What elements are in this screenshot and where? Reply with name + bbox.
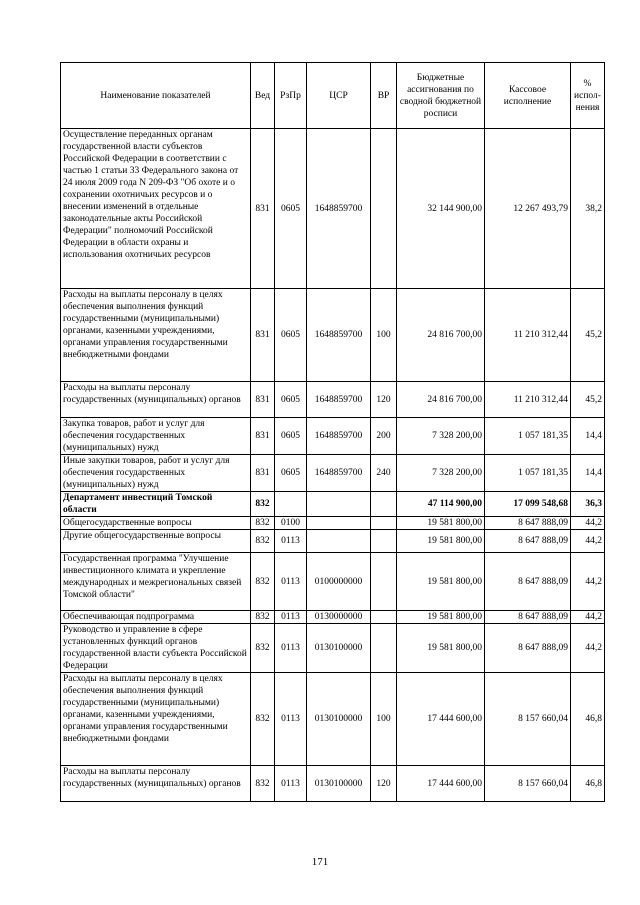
cell-pct: 44,2 bbox=[571, 624, 605, 673]
cell-rzpr: 0113 bbox=[275, 624, 307, 673]
cell-rzpr: 0605 bbox=[275, 289, 307, 382]
cell-vr bbox=[371, 530, 397, 553]
cell-pct: 46,8 bbox=[571, 673, 605, 766]
cell-rzpr: 0605 bbox=[275, 418, 307, 455]
budget-execution-table bbox=[60, 62, 605, 802]
cell-name: Общегосударственные вопросы bbox=[61, 517, 251, 530]
header-cash: Кассовое исполнение bbox=[485, 63, 571, 129]
cell-budget: 24 816 700,00 bbox=[397, 382, 485, 418]
cell-budget: 19 581 800,00 bbox=[397, 553, 485, 611]
cell-budget: 24 816 700,00 bbox=[397, 289, 485, 382]
header-rzpr: РзПр bbox=[275, 63, 307, 129]
cell-pct: 46,8 bbox=[571, 766, 605, 802]
cell-pct: 14,4 bbox=[571, 418, 605, 455]
cell-csr: 1648859700 bbox=[307, 455, 371, 492]
table-row bbox=[61, 517, 605, 530]
cell-budget: 47 114 900,00 bbox=[397, 492, 485, 517]
table-row bbox=[61, 129, 605, 289]
cell-vr bbox=[371, 492, 397, 517]
cell-ved: 832 bbox=[251, 624, 275, 673]
cell-vr: 120 bbox=[371, 382, 397, 418]
cell-ved: 831 bbox=[251, 455, 275, 492]
cell-cash: 11 210 312,44 bbox=[485, 382, 571, 418]
cell-cash: 17 099 548,68 bbox=[485, 492, 571, 517]
cell-vr bbox=[371, 129, 397, 289]
cell-budget: 19 581 800,00 bbox=[397, 530, 485, 553]
cell-csr: 1648859700 bbox=[307, 382, 371, 418]
cell-rzpr: 0605 bbox=[275, 382, 307, 418]
cell-ved: 831 bbox=[251, 129, 275, 289]
table-row bbox=[61, 455, 605, 492]
cell-cash: 8 647 888,09 bbox=[485, 611, 571, 624]
cell-pct: 44,2 bbox=[571, 553, 605, 611]
cell-name: Обеспечивающая подпрограмма bbox=[61, 611, 251, 624]
table-row bbox=[61, 530, 605, 553]
cell-budget: 17 444 600,00 bbox=[397, 673, 485, 766]
cell-pct: 44,2 bbox=[571, 530, 605, 553]
cell-ved: 832 bbox=[251, 611, 275, 624]
cell-name: Иные закупки товаров, работ и услуг для обеспечения государственных (муниципальных) нужд bbox=[61, 455, 251, 492]
cell-name: Расходы на выплаты персоналу в целях обеспечения выполнения функций государственными (муниципальными) органами, казенными учреждениями, органами управления государственными внебюджетными фондами bbox=[61, 289, 251, 382]
cell-rzpr: 0113 bbox=[275, 611, 307, 624]
table-row bbox=[61, 553, 605, 611]
cell-name: Другие общегосударственные вопросы bbox=[61, 530, 251, 553]
cell-csr: 1648859700 bbox=[307, 289, 371, 382]
cell-csr: 0130100000 bbox=[307, 624, 371, 673]
table-row bbox=[61, 382, 605, 418]
table-header-row bbox=[61, 63, 605, 129]
header-vr: ВР bbox=[371, 63, 397, 129]
cell-ved: 831 bbox=[251, 418, 275, 455]
cell-name: Осуществление переданных органам государственной власти субъектов Российской Федерации в соответствии с частью 1 статьи 33 Федерального закона от 24 июля 2009 года N 209-ФЗ "Об охоте и о сохранении охотничьих ресурсов и о внесении изменений в отдельные законодательные акты Российской Федерации" полномочий Российской Федерации в области охраны и использования охотничьих ресурсов bbox=[61, 129, 251, 289]
cell-csr: 0130100000 bbox=[307, 673, 371, 766]
table-row bbox=[61, 766, 605, 802]
cell-pct: 44,2 bbox=[571, 611, 605, 624]
cell-cash: 8 647 888,09 bbox=[485, 517, 571, 530]
cell-vr bbox=[371, 624, 397, 673]
cell-pct: 45,2 bbox=[571, 382, 605, 418]
cell-csr bbox=[307, 530, 371, 553]
cell-ved: 832 bbox=[251, 530, 275, 553]
cell-ved: 832 bbox=[251, 517, 275, 530]
cell-cash: 8 647 888,09 bbox=[485, 553, 571, 611]
cell-name: Департамент инвестиций Томской области bbox=[61, 492, 251, 517]
cell-ved: 832 bbox=[251, 673, 275, 766]
cell-cash: 12 267 493,79 bbox=[485, 129, 571, 289]
cell-csr: 1648859700 bbox=[307, 129, 371, 289]
header-pct: % испол-нения bbox=[571, 63, 605, 129]
cell-ved: 831 bbox=[251, 382, 275, 418]
table-row bbox=[61, 492, 605, 517]
cell-budget: 7 328 200,00 bbox=[397, 418, 485, 455]
cell-ved: 831 bbox=[251, 289, 275, 382]
cell-name: Государственная программа "Улучшение инвестиционного климата и укрепление международных и межрегиональных связей Томской области" bbox=[61, 553, 251, 611]
cell-rzpr: 0113 bbox=[275, 553, 307, 611]
table-row bbox=[61, 624, 605, 673]
cell-vr: 100 bbox=[371, 673, 397, 766]
cell-name: Расходы на выплаты персоналу государственных (муниципальных) органов bbox=[61, 382, 251, 418]
cell-vr bbox=[371, 553, 397, 611]
cell-pct: 36,3 bbox=[571, 492, 605, 517]
cell-csr: 1648859700 bbox=[307, 418, 371, 455]
page-number: 171 bbox=[311, 856, 329, 868]
cell-budget: 17 444 600,00 bbox=[397, 766, 485, 802]
cell-cash: 1 057 181,35 bbox=[485, 455, 571, 492]
cell-cash: 8 647 888,09 bbox=[485, 530, 571, 553]
table-row bbox=[61, 418, 605, 455]
cell-csr: 0100000000 bbox=[307, 553, 371, 611]
cell-vr bbox=[371, 611, 397, 624]
table-row bbox=[61, 289, 605, 382]
cell-rzpr: 0113 bbox=[275, 766, 307, 802]
cell-csr bbox=[307, 517, 371, 530]
cell-name: Руководство и управление в сфере установленных функций органов государственной власти субъекта Российской Федерации bbox=[61, 624, 251, 673]
cell-cash: 8 647 888,09 bbox=[485, 624, 571, 673]
cell-budget: 19 581 800,00 bbox=[397, 624, 485, 673]
cell-rzpr: 0605 bbox=[275, 129, 307, 289]
cell-rzpr: 0100 bbox=[275, 517, 307, 530]
cell-pct: 14,4 bbox=[571, 455, 605, 492]
cell-vr: 240 bbox=[371, 455, 397, 492]
cell-pct: 44,2 bbox=[571, 517, 605, 530]
header-ved: Вед bbox=[251, 63, 275, 129]
cell-rzpr: 0113 bbox=[275, 530, 307, 553]
cell-vr: 200 bbox=[371, 418, 397, 455]
table-row bbox=[61, 611, 605, 624]
cell-pct: 38,2 bbox=[571, 129, 605, 289]
cell-vr bbox=[371, 517, 397, 530]
cell-name: Расходы на выплаты персоналу государственных (муниципальных) органов bbox=[61, 766, 251, 802]
cell-budget: 19 581 800,00 bbox=[397, 517, 485, 530]
table-body bbox=[61, 129, 605, 802]
cell-budget: 32 144 900,00 bbox=[397, 129, 485, 289]
cell-name: Расходы на выплаты персоналу в целях обеспечения выполнения функций государственными (муниципальными) органами, казенными учреждениями, органами управления государственными внебюджетными фондами bbox=[61, 673, 251, 766]
cell-cash: 8 157 660,04 bbox=[485, 766, 571, 802]
cell-budget: 19 581 800,00 bbox=[397, 611, 485, 624]
cell-ved: 832 bbox=[251, 766, 275, 802]
cell-cash: 1 057 181,35 bbox=[485, 418, 571, 455]
cell-budget: 7 328 200,00 bbox=[397, 455, 485, 492]
cell-cash: 11 210 312,44 bbox=[485, 289, 571, 382]
cell-rzpr: 0113 bbox=[275, 673, 307, 766]
cell-cash: 8 157 660,04 bbox=[485, 673, 571, 766]
header-budget: Бюджетные ассигнования по сводной бюджетной росписи bbox=[397, 63, 485, 129]
cell-csr: 0130100000 bbox=[307, 766, 371, 802]
cell-rzpr: 0605 bbox=[275, 455, 307, 492]
cell-pct: 45,2 bbox=[571, 289, 605, 382]
cell-csr: 0130000000 bbox=[307, 611, 371, 624]
cell-vr: 100 bbox=[371, 289, 397, 382]
cell-ved: 832 bbox=[251, 553, 275, 611]
cell-rzpr bbox=[275, 492, 307, 517]
cell-ved: 832 bbox=[251, 492, 275, 517]
header-csr: ЦСР bbox=[307, 63, 371, 129]
cell-vr: 120 bbox=[371, 766, 397, 802]
cell-csr bbox=[307, 492, 371, 517]
table-row bbox=[61, 673, 605, 766]
header-name: Наименование показателей bbox=[61, 63, 251, 129]
cell-name: Закупка товаров, работ и услуг для обеспечения государственных (муниципальных) нужд bbox=[61, 418, 251, 455]
